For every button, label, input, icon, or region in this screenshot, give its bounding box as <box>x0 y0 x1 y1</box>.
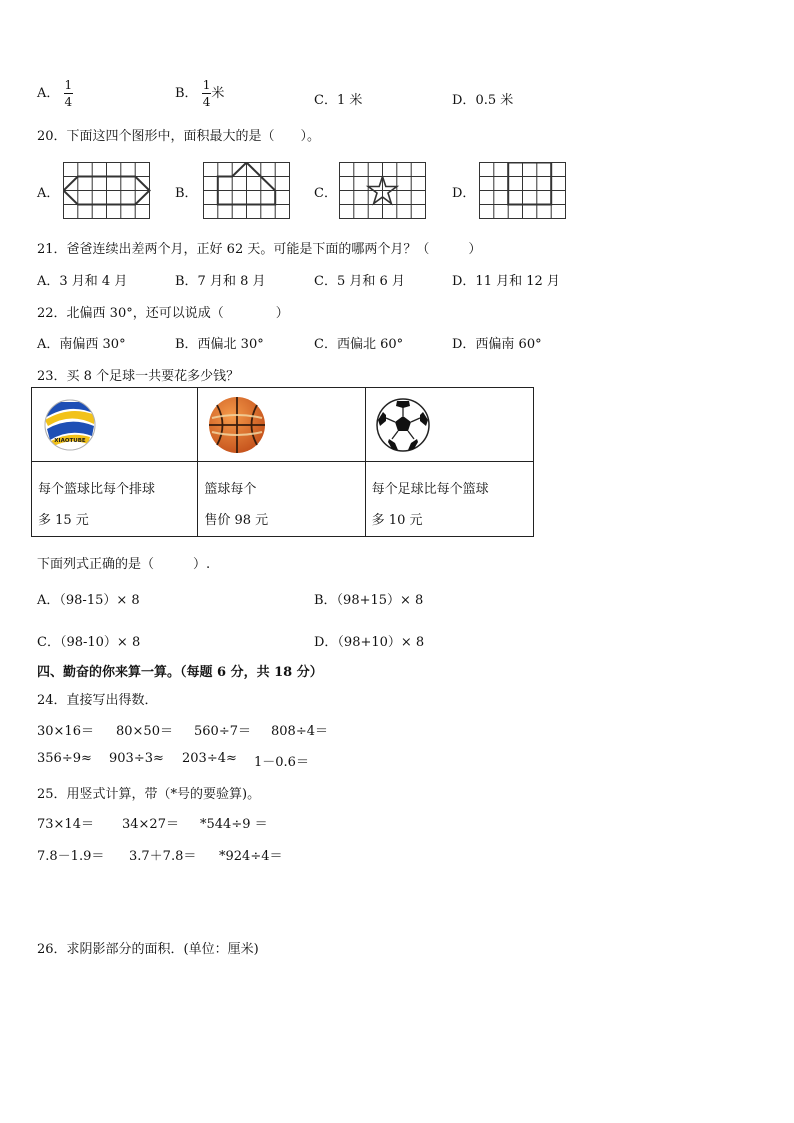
q24-item: 80×50＝ <box>116 724 173 739</box>
q25-item: 3.7＋7.8＝ <box>129 849 197 864</box>
q22-option-a: A．南偏西 30° <box>37 337 126 352</box>
q25-item: 34×27＝ <box>122 817 179 832</box>
q20-figure-b <box>203 162 291 219</box>
q20-figure-c <box>339 162 427 219</box>
basketball-icon <box>206 394 270 456</box>
q24-item: 203÷4≈ <box>182 751 237 766</box>
soccer-ball-icon <box>374 396 434 456</box>
q22-stem: 22．北偏西 30°，还可以说成（ ） <box>37 306 289 321</box>
q24-item: 30×16＝ <box>37 724 94 739</box>
option-letter: B． <box>175 86 198 101</box>
q20-label-d: D． <box>452 186 476 201</box>
q19-option-b <box>175 79 224 108</box>
q25-item: *544÷9 ＝ <box>200 817 268 832</box>
q23-option-d: D．（98+10）× 8 <box>314 635 425 650</box>
q21-option-c: C．5 月和 6 月 <box>314 274 405 289</box>
q20-label-c: C． <box>314 186 337 201</box>
q20-label-a: A． <box>37 186 60 201</box>
q22-option-b: B．西偏北 30° <box>175 337 264 352</box>
q20-figure-a <box>63 162 151 219</box>
q24-item: 1－0.6＝ <box>254 755 309 770</box>
fraction: $\frac{1}{4}$ <box>64 78 73 109</box>
unit: 米 <box>211 86 225 101</box>
section-4-title: 四、勤奋的你来算一算。（每题 6 分，共 18 分） <box>37 665 323 680</box>
basketball-cell <box>198 388 365 462</box>
volleyball-info-cell: 每个篮球比每个排球 多 15 元 <box>32 462 198 537</box>
q24-item: 808÷4＝ <box>271 724 328 739</box>
q26-stem: 26．求阴影部分的面积．(单位：厘米) <box>37 942 259 957</box>
q20-label-b: B． <box>175 186 198 201</box>
soccer-info-cell: 每个足球比每个篮球 多 10 元 <box>365 462 533 537</box>
q24-item: 903÷3≈ <box>109 751 164 766</box>
soccer-ball-cell <box>365 388 533 462</box>
volleyball-cell <box>32 388 198 462</box>
q21-option-a: A．3 月和 4 月 <box>37 274 128 289</box>
volleyball-icon <box>40 396 100 456</box>
q24-item: 560÷7＝ <box>194 724 251 739</box>
q23-question: 下面列式正确的是（ ）. <box>37 557 211 572</box>
q23-price-table <box>31 387 534 537</box>
q25-item: 73×14＝ <box>37 817 94 832</box>
q19-option-c: C．1 米 <box>314 93 363 108</box>
q24-item: 356÷9≈ <box>37 751 92 766</box>
q25-stem: 25．用竖式计算，带（*号的要验算)。 <box>37 787 261 802</box>
svg-text:XIAOTUBE: XIAOTUBE <box>54 438 86 444</box>
q23-option-a: A．（98-15）× 8 <box>37 593 140 608</box>
basketball-info-cell: 篮球每个 售价 98 元 <box>198 462 365 537</box>
q22-option-d: D．西偏南 60° <box>452 337 542 352</box>
q23-option-c: C．（98-10）× 8 <box>37 635 141 650</box>
q22-option-c: C．西偏北 60° <box>314 337 404 352</box>
q20-stem: 20．下面这四个图形中，面积最大的是（ ）。 <box>37 129 321 144</box>
q24-stem: 24．直接写出得数． <box>37 693 158 708</box>
q21-option-b: B．7 月和 8 月 <box>175 274 266 289</box>
option-letter: A． <box>37 86 60 101</box>
q19-option-a <box>37 79 73 108</box>
q20-figure-d <box>479 162 567 219</box>
q21-option-d: D．11 月和 12 月 <box>452 274 560 289</box>
q25-item: 7.8－1.9＝ <box>37 849 105 864</box>
q25-item: *924÷4＝ <box>219 849 283 864</box>
q23-option-b: B．（98+15）× 8 <box>314 593 424 608</box>
q23-stem: 23．买 8 个足球一共要花多少钱？ <box>37 369 240 384</box>
q19-option-d: D．0.5 米 <box>452 93 514 108</box>
fraction: $\frac{1}{4}$ <box>202 78 211 109</box>
q21-stem: 21．爸爸连续出差两个月，正好 62 天。可能是下面的哪两个月？（ ） <box>37 242 482 257</box>
